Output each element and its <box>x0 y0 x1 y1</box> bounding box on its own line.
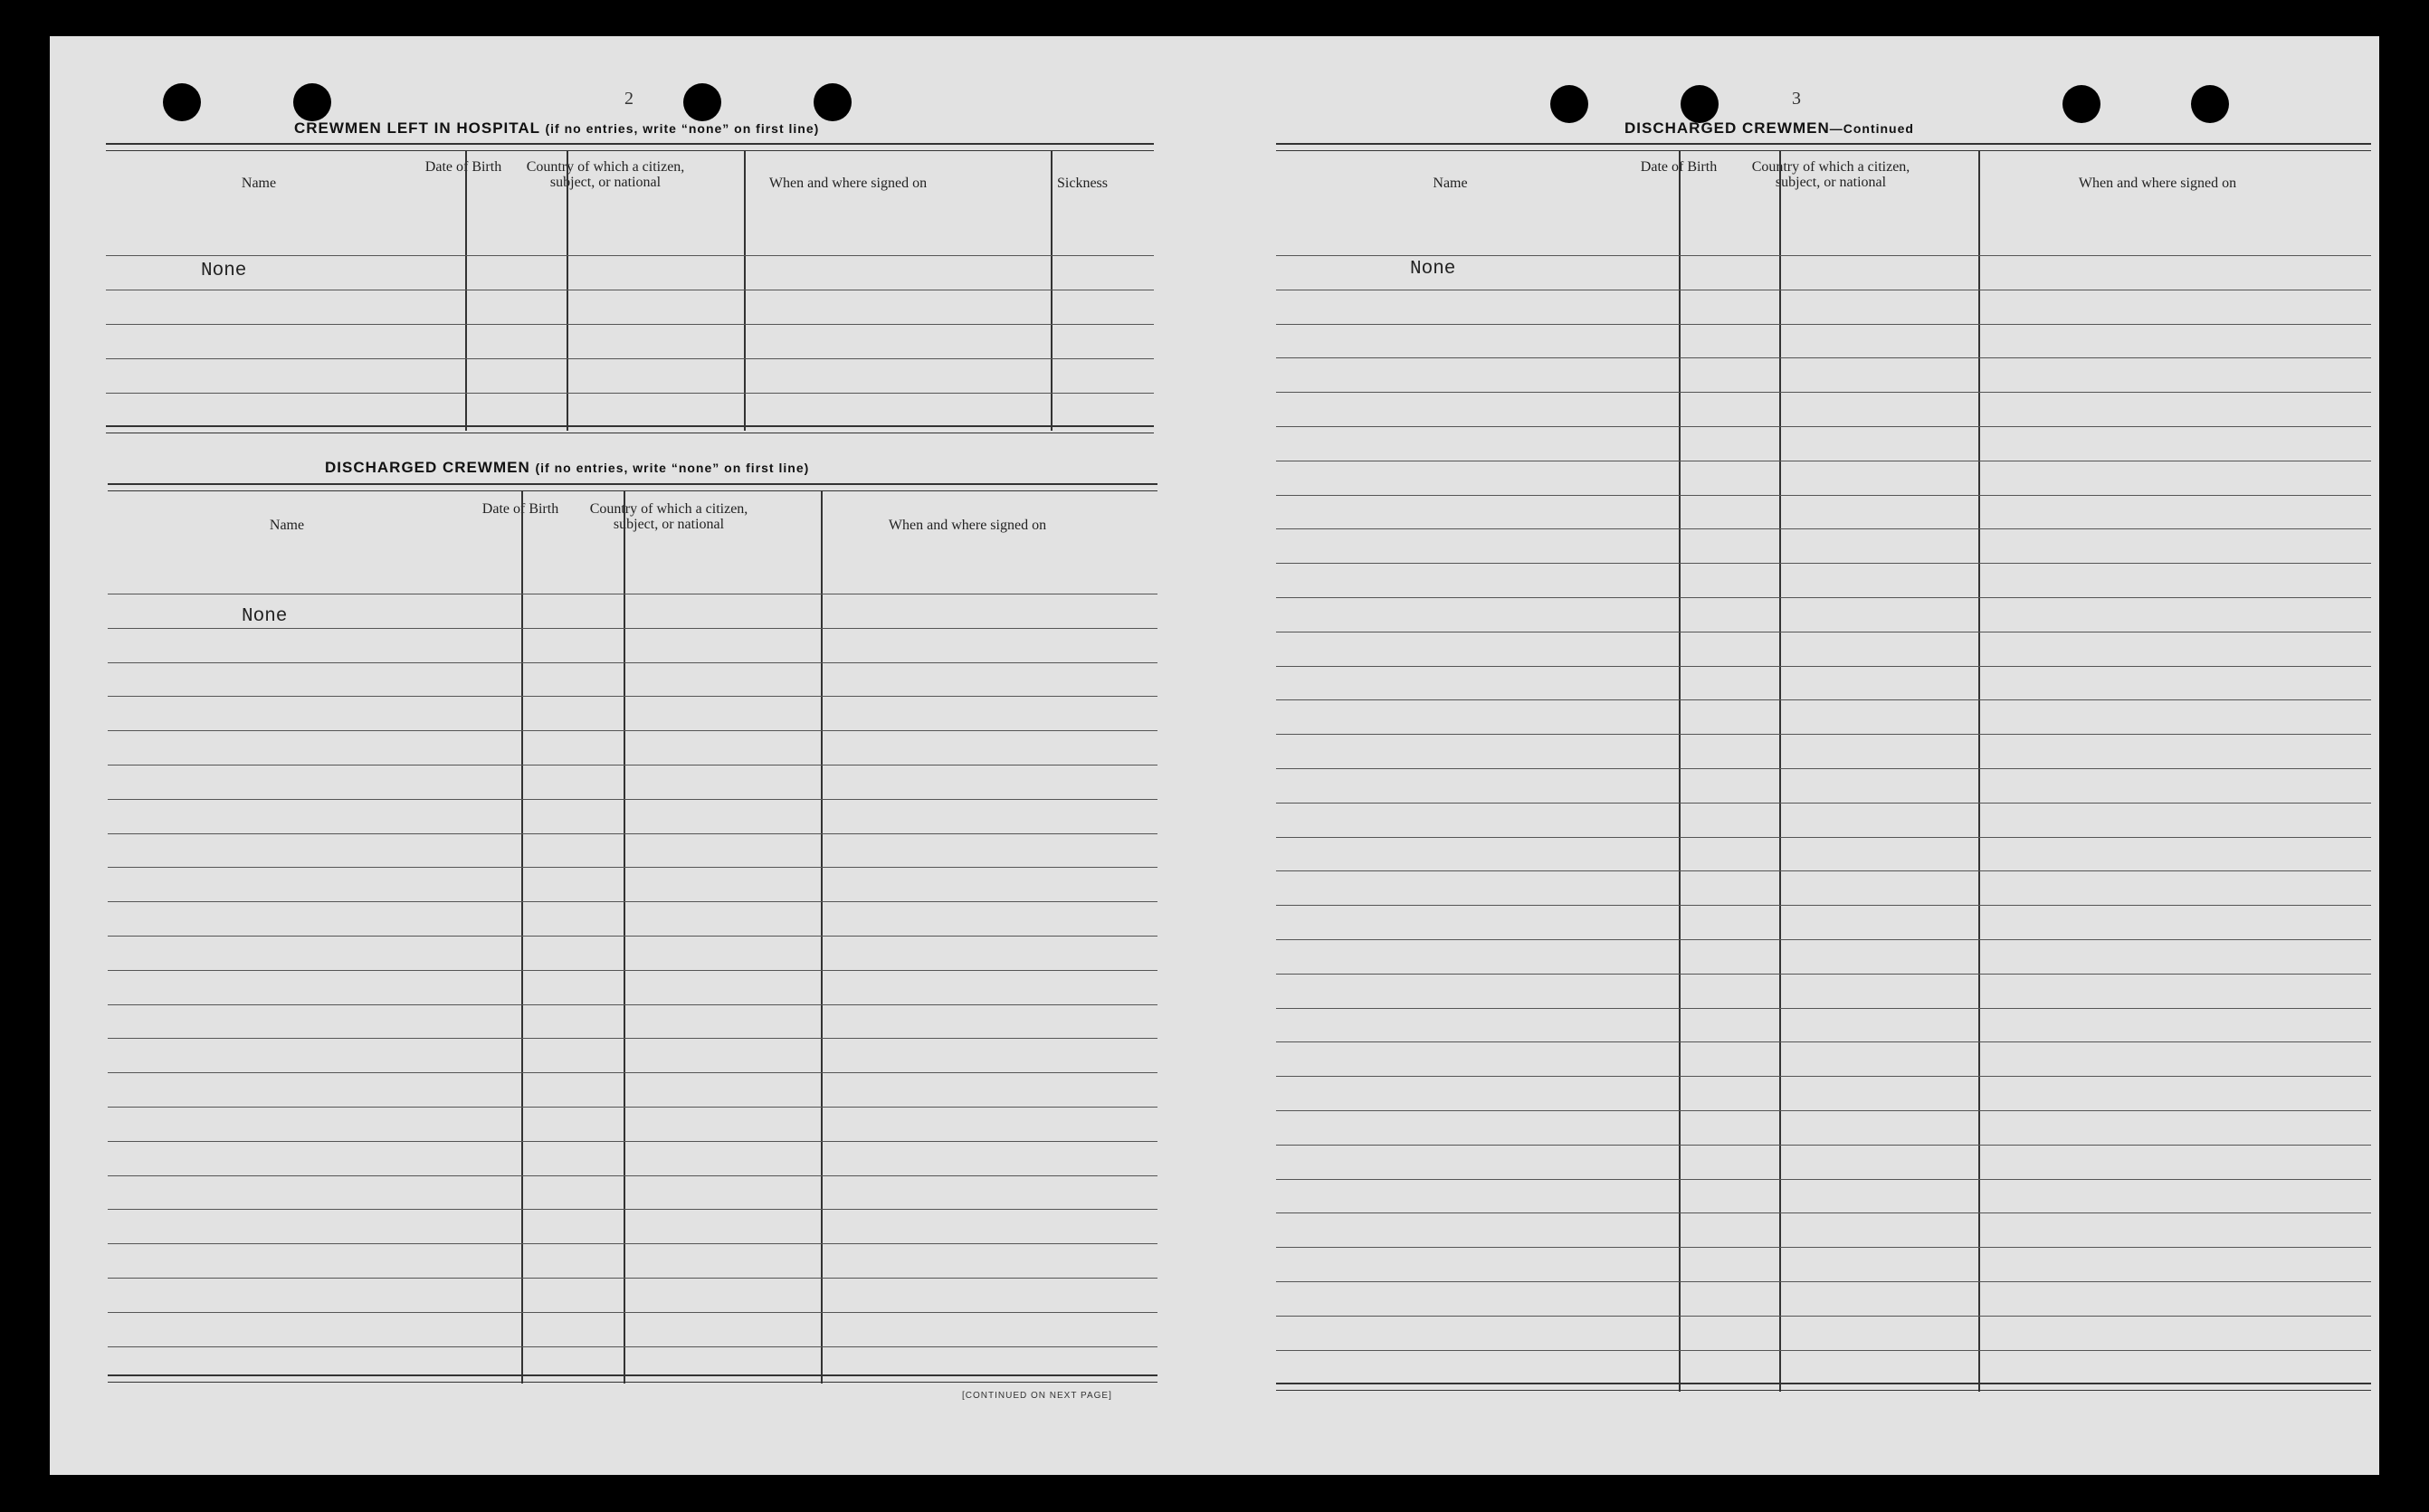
row-rule <box>108 765 1157 766</box>
row-rule <box>1276 1008 2371 1009</box>
row-rule <box>108 1278 1157 1279</box>
row-rule <box>1276 666 2371 667</box>
row-rule <box>106 393 1154 394</box>
row-rule <box>108 1038 1157 1039</box>
row-rule <box>1276 1076 2371 1077</box>
row-rule <box>1276 255 2371 256</box>
discharged-table <box>108 483 1157 1384</box>
row-rule <box>108 1107 1157 1108</box>
punch-hole <box>1550 85 1588 123</box>
hospital-instruction: (if no entries, write “none” on first line) <box>545 121 820 136</box>
row-rule <box>1276 1316 2371 1317</box>
table-top-rule <box>108 483 1157 491</box>
row-rule <box>108 1346 1157 1347</box>
row-rule <box>108 1175 1157 1176</box>
row-rule <box>1276 699 2371 700</box>
row-rule <box>108 1209 1157 1210</box>
discharged-instruction: (if no entries, write “none” on first line) <box>535 461 810 475</box>
col-header-name: Name <box>1433 176 1468 191</box>
row-rule <box>108 901 1157 902</box>
col-header-signed: When and where signed on <box>2078 176 2237 191</box>
column-divider <box>1978 150 1980 1392</box>
hospital-first-entry: None <box>201 261 247 281</box>
discharged-first-entry: None <box>242 606 288 627</box>
row-rule <box>108 867 1157 868</box>
row-rule <box>108 1004 1157 1005</box>
table-top-rule <box>106 143 1154 151</box>
row-rule <box>108 662 1157 663</box>
discharged-continued-table <box>1276 143 2371 1392</box>
row-rule <box>1276 1281 2371 1282</box>
table-top-rule <box>1276 143 2371 151</box>
discharged-continued-first-entry: None <box>1410 259 1456 280</box>
row-rule <box>108 833 1157 834</box>
hospital-table <box>106 143 1154 433</box>
row-rule <box>108 1141 1157 1142</box>
column-divider <box>1679 150 1681 1392</box>
row-rule <box>108 1072 1157 1073</box>
col-header-sickness: Sickness <box>1057 176 1108 191</box>
row-rule <box>1276 905 2371 906</box>
punch-hole <box>1681 85 1719 123</box>
row-rule <box>1276 734 2371 735</box>
continued-note: [CONTINUED ON NEXT PAGE] <box>962 1391 1112 1401</box>
row-rule <box>108 970 1157 971</box>
row-rule <box>106 255 1154 256</box>
col-header-dob: Date of Birth <box>424 159 502 175</box>
col-header-country: Country of which a citizen, subject, or national <box>1751 159 1910 190</box>
row-rule <box>1276 837 2371 838</box>
discharged-heading <box>325 459 809 477</box>
col-header-signed: When and where signed on <box>888 518 1047 533</box>
row-rule <box>1276 1110 2371 1111</box>
discharged-title: DISCHARGED CREWMEN <box>325 459 530 476</box>
row-rule <box>108 936 1157 937</box>
punch-hole <box>683 83 721 121</box>
page-number: 2 <box>624 89 633 109</box>
column-divider <box>567 150 568 431</box>
table-bottom-rule <box>108 1374 1157 1383</box>
row-rule <box>1276 1179 2371 1180</box>
col-header-signed: When and where signed on <box>768 176 928 191</box>
discharged-continued-title: DISCHARGED CREWMEN <box>1624 119 1830 137</box>
hospital-title: CREWMEN LEFT IN HOSPITAL <box>294 119 540 137</box>
punch-hole <box>293 83 331 121</box>
column-divider <box>624 490 625 1384</box>
page-number: 3 <box>1792 89 1801 109</box>
row-rule <box>106 358 1154 359</box>
row-rule <box>1276 939 2371 940</box>
row-rule <box>1276 495 2371 496</box>
table-bottom-rule <box>106 425 1154 433</box>
col-header-country: Country of which a citizen, subject, or national <box>589 501 748 532</box>
row-rule <box>108 696 1157 697</box>
row-rule <box>108 628 1157 629</box>
column-divider <box>521 490 523 1384</box>
column-divider <box>1779 150 1781 1392</box>
row-rule <box>1276 1247 2371 1248</box>
punch-hole <box>163 83 201 121</box>
punch-hole <box>814 83 852 121</box>
column-divider <box>465 150 467 431</box>
col-header-dob: Date of Birth <box>1640 159 1718 175</box>
row-rule <box>108 799 1157 800</box>
row-rule <box>1276 528 2371 529</box>
discharged-continued-heading <box>1624 119 1914 138</box>
col-header-country: Country of which a citizen, subject, or national <box>526 159 685 190</box>
col-header-name: Name <box>241 176 277 191</box>
row-rule <box>108 1312 1157 1313</box>
row-rule <box>1276 974 2371 975</box>
row-rule <box>1276 803 2371 804</box>
row-rule <box>1276 324 2371 325</box>
hospital-heading <box>294 119 819 138</box>
row-rule <box>1276 1212 2371 1213</box>
punch-hole <box>2191 85 2229 123</box>
table-bottom-rule <box>1276 1383 2371 1391</box>
row-rule <box>106 324 1154 325</box>
row-rule <box>1276 597 2371 598</box>
row-rule <box>108 1243 1157 1244</box>
row-rule <box>1276 426 2371 427</box>
col-header-name: Name <box>269 518 305 533</box>
row-rule <box>1276 563 2371 564</box>
column-divider <box>821 490 823 1384</box>
col-header-dob: Date of Birth <box>481 501 559 517</box>
row-rule <box>1276 1041 2371 1042</box>
row-rule <box>1276 1350 2371 1351</box>
row-rule <box>108 730 1157 731</box>
column-divider <box>1051 150 1053 431</box>
continued-suffix: —Continued <box>1829 121 1914 136</box>
row-rule <box>1276 870 2371 871</box>
row-rule <box>1276 357 2371 358</box>
row-rule <box>1276 768 2371 769</box>
row-rule <box>1276 392 2371 393</box>
document-sheet <box>50 36 2379 1475</box>
punch-hole <box>2062 85 2100 123</box>
row-rule <box>1276 1145 2371 1146</box>
column-divider <box>744 150 746 431</box>
